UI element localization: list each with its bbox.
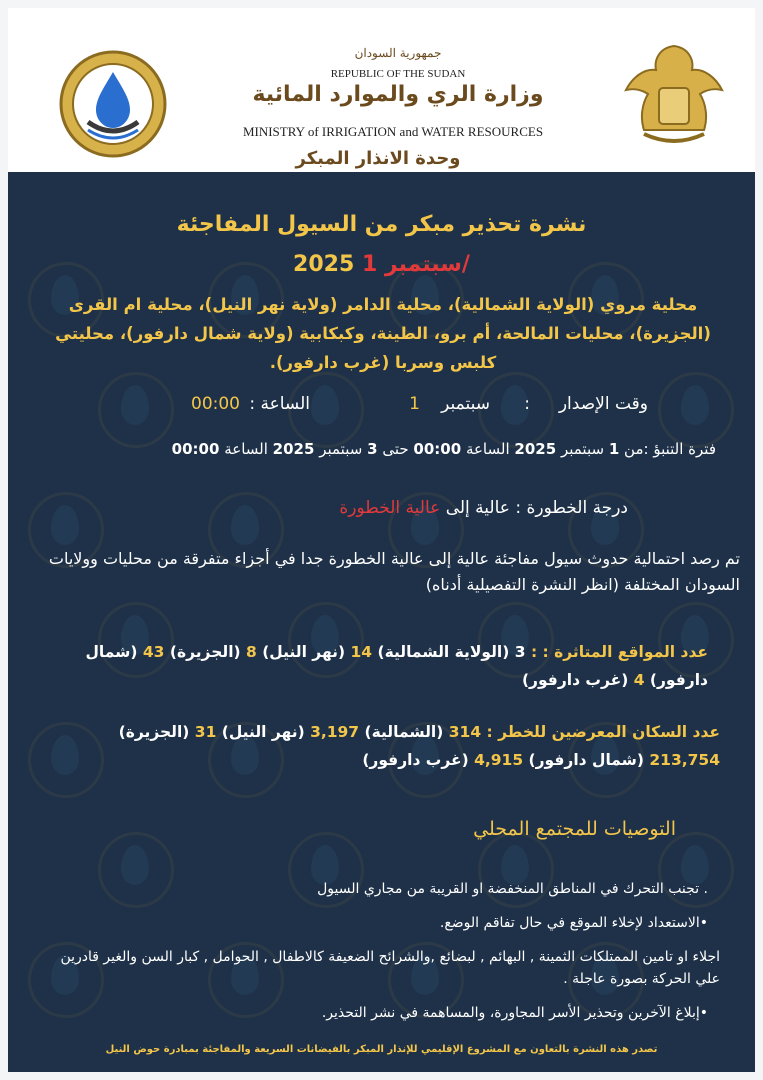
period-to-hour: 00:00 xyxy=(171,440,220,458)
period-from-year: 2025 xyxy=(514,440,557,458)
sites-n1: 3 xyxy=(514,643,526,661)
pop-n2: 3,197 xyxy=(310,723,360,741)
sites-r5: (غرب دارفور) xyxy=(521,671,629,689)
issue-hour: 00:00 xyxy=(191,394,240,414)
sites-r2: (نهر النيل) xyxy=(262,643,346,661)
ministry-english-title: MINISTRY of IRRIGATION and WATER RESOURCES xyxy=(242,124,544,139)
sites-r1: (الولاية الشمالية) xyxy=(377,643,510,661)
period-from-month: سبتمبر xyxy=(560,440,605,458)
issue-day: 1 xyxy=(409,394,420,414)
sudan-emblem-icon xyxy=(614,38,734,158)
recommendation-item: . تجنب التحرك في المناطق المنخفضة او القريبة من مجاري السيول xyxy=(317,881,708,897)
sites-r3: (الجزيرة) xyxy=(169,643,241,661)
period-to-day: 3 xyxy=(367,440,378,458)
pop-n3: 31 xyxy=(194,723,217,741)
sites-n2: 14 xyxy=(350,643,373,661)
severity-level xyxy=(68,498,628,518)
header xyxy=(8,8,755,172)
pop-r3: (الجزيرة) xyxy=(118,723,190,741)
ministry-logo-icon xyxy=(48,44,178,164)
sites-n5: 4 xyxy=(633,671,645,689)
issue-month: سبتمبر xyxy=(441,394,490,414)
period-label: فترة التنبؤ :من xyxy=(624,440,716,458)
risk-description: تم رصد احتمالية حدوث سيول مفاجئة عالية إلى عالية الخطورة جدا في أجزاء متفرقة من محليات وولايات السودان المختلفة (انظر النشرة التفصيلية أدناه) xyxy=(48,549,740,594)
affected-sites-count xyxy=(68,638,708,694)
pop-label: عدد السكان المعرضين للخطر : xyxy=(486,723,720,741)
severity-label: درجة الخطورة : xyxy=(515,498,628,518)
bulletin-date-year: 2025 xyxy=(293,252,355,277)
forecast-period xyxy=(28,440,716,458)
recommendations-title: التوصيات للمجتمع المحلي xyxy=(473,818,676,840)
period-until: حتى xyxy=(382,440,409,458)
pop-r5: (غرب دارفور) xyxy=(362,751,469,769)
population-at-risk xyxy=(48,718,720,774)
republic-text: REPUBLIC OF THE SUDAN xyxy=(330,68,466,80)
sites-r4: (شمال دارفور) xyxy=(85,643,708,689)
bulletin-title: نشرة تحذير مبكر من السيول المفاجئة xyxy=(176,212,587,237)
severity-to-word: إلى xyxy=(445,498,470,518)
pop-r1: (الشمالية) xyxy=(364,723,444,741)
pop-n5: 4,915 xyxy=(474,751,524,769)
bulletin-date-day-month: سبتمبر 1/ xyxy=(361,252,470,277)
period-to-year: 2025 xyxy=(272,440,315,458)
early-warning-unit-title: وحدة الانذار المبكر xyxy=(295,148,461,169)
issue-time-label: وقت الإصدار xyxy=(558,394,648,414)
pop-n1: 314 xyxy=(448,723,482,741)
severity-from: عالية xyxy=(475,498,510,518)
ministry-arabic-title: وزارة الري والموارد المائية xyxy=(252,82,544,107)
bulletin-date xyxy=(8,252,755,277)
sites-n3: 8 xyxy=(246,643,257,661)
issue-time-colon: : xyxy=(524,394,530,414)
period-from-hour-label: الساعة xyxy=(465,440,510,458)
republic-arabic-text: جمهورية السودان xyxy=(354,46,442,60)
period-to-month: سبتمبر xyxy=(319,440,363,458)
period-from-hour: 00:00 xyxy=(413,440,462,458)
period-to-hour-label: الساعة xyxy=(224,440,268,458)
bulletin-footer: تصدر هذه النشرة بالتعاون مع المشروع الإقليمي للإنذار المبكر بالفيضانات السريعة والمفاجئة بمبادرة حوض النيل xyxy=(105,1044,658,1055)
severity-to-level-a: عالية xyxy=(405,498,441,518)
pop-r2: (نهر النيل) xyxy=(221,723,305,741)
period-from-day: 1 xyxy=(608,440,620,458)
recommendation-item: •الاستعداد لإخلاء الموقع في حال تفاقم الوضع. xyxy=(439,915,708,931)
bulletin-body xyxy=(8,172,755,1072)
pop-r4: (شمال دارفور) xyxy=(528,751,644,769)
sites-n4: 43 xyxy=(142,643,165,661)
pop-n4: 213,754 xyxy=(649,751,720,769)
sites-label: عدد المواقع المتاثرة : : xyxy=(530,643,708,661)
issue-hour-label: الساعة : xyxy=(249,394,310,414)
severity-to-level-b: الخطورة xyxy=(339,498,401,518)
affected-localities: محلية مروي (الولاية الشمالية)، محلية الدامر (ولاية نهر النيل)، محلية ام القرى (الجزيرة)، محليات المالحة، أم برو، الطينة، وكبكابية (ولاية شمال دارفور)، محليتي كلبس وسربا (غرب دارفور). xyxy=(55,295,711,372)
recommendation-item: •إبلاغ الآخرين وتحذير الأسر المجاورة، والمساهمة في نشر التحذير. xyxy=(321,1005,708,1021)
recommendation-item: اجلاء او تامين الممتلكات الثمينة , البهائم , لبضائع ,والشرائح الضعيفة كالاطفال , الحوامل , كبار السن والغير قادرين علي الحركة بصورة عاجلة . xyxy=(60,949,720,987)
